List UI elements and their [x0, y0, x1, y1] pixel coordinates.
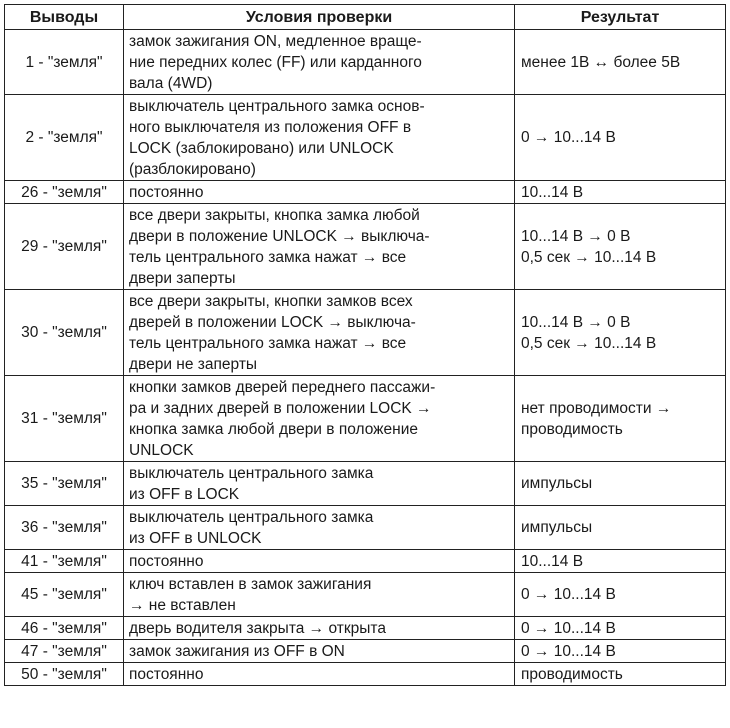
result-cell: [515, 506, 726, 550]
condition-cell: [124, 617, 515, 640]
condition-line: ра и задних дверей в положении LOCK →: [129, 399, 432, 417]
condition-cell: [124, 181, 515, 204]
condition-line: → не вставлен: [129, 596, 236, 614]
condition-cell: [124, 640, 515, 663]
condition-cell: [124, 204, 515, 290]
test-conditions-table: [4, 4, 726, 686]
table-row: [5, 617, 726, 640]
pin-cell: 46 - "земля": [5, 617, 124, 640]
pin-cell: 31 - "земля": [5, 376, 124, 462]
pin-cell: 30 - "земля": [5, 290, 124, 376]
condition-line: выключатель центрального замка основ-: [129, 97, 425, 115]
result-cell: [515, 290, 726, 376]
table-row: [5, 640, 726, 663]
pin-cell: 36 - "земля": [5, 506, 124, 550]
result-cell: [515, 462, 726, 506]
result-line: нет проводимости →: [521, 399, 672, 417]
table-row: [5, 204, 726, 290]
condition-line: замок зажигания ON, медленное враще-: [129, 32, 422, 50]
condition-cell: [124, 506, 515, 550]
header-row: [5, 5, 726, 30]
table-row: [5, 95, 726, 181]
condition-line: все двери закрыты, кнопки замков всех: [129, 292, 413, 310]
table-row: [5, 30, 726, 95]
condition-line: LOCK (заблокировано) или UNLOCK: [129, 139, 394, 157]
result-line: проводимость: [521, 420, 623, 438]
pin-cell: 1 - "земля": [5, 30, 124, 95]
result-cell: [515, 550, 726, 573]
condition-line: все двери закрыты, кнопка замка любой: [129, 206, 420, 224]
condition-cell: [124, 663, 515, 686]
condition-line: замок зажигания из OFF в ON: [129, 642, 345, 660]
pin-cell: 50 - "земля": [5, 663, 124, 686]
condition-cell: [124, 462, 515, 506]
condition-line: тель центрального замка нажат → все: [129, 334, 407, 352]
condition-line: дверь водителя закрыта → открыта: [129, 619, 386, 637]
header-result: Результат: [515, 5, 726, 30]
pin-cell: 41 - "земля": [5, 550, 124, 573]
condition-line: ние передних колес (FF) или карданного: [129, 53, 422, 71]
condition-cell: [124, 290, 515, 376]
result-line: 0 → 10...14 В: [521, 619, 616, 637]
table-row: [5, 462, 726, 506]
result-line: 10...14 В: [521, 552, 584, 570]
condition-line: кнопки замков дверей переднего пассажи-: [129, 378, 436, 396]
condition-cell: [124, 30, 515, 95]
condition-line: из OFF в UNLOCK: [129, 529, 262, 547]
result-cell: [515, 95, 726, 181]
table-body: [5, 30, 726, 686]
condition-line: выключатель центрального замка: [129, 464, 374, 482]
condition-line: двери заперты: [129, 269, 236, 287]
condition-line: ного выключателя из положения OFF в: [129, 118, 412, 136]
pin-cell: 35 - "земля": [5, 462, 124, 506]
result-cell: [515, 181, 726, 204]
condition-cell: [124, 376, 515, 462]
table-row: [5, 663, 726, 686]
result-cell: [515, 204, 726, 290]
condition-line: постоянно: [129, 183, 204, 201]
condition-line: (разблокировано): [129, 160, 256, 178]
condition-line: двери в положение UNLOCK → выключа-: [129, 227, 430, 245]
table-row: [5, 376, 726, 462]
result-line: 10...14 В → 0 В: [521, 313, 631, 331]
result-line: 0,5 сек → 10...14 В: [521, 248, 657, 266]
pin-cell: 47 - "земля": [5, 640, 124, 663]
table-row: [5, 506, 726, 550]
result-line: 0 → 10...14 В: [521, 586, 616, 603]
condition-cell: [124, 573, 515, 617]
table-row: [5, 181, 726, 204]
condition-line: из OFF в LOCK: [129, 485, 240, 503]
header-pins: Выводы: [5, 5, 124, 30]
result-line: 10...14 В: [521, 183, 584, 201]
result-cell: [515, 376, 726, 462]
result-cell: [515, 663, 726, 686]
result-line: 10...14 В → 0 В: [521, 227, 631, 245]
result-line: менее 1В ↔ более 5В: [521, 53, 681, 71]
header-conditions: Условия проверки: [124, 5, 515, 30]
condition-line: вала (4WD): [129, 74, 213, 92]
condition-line: постоянно: [129, 552, 204, 570]
result-line: 0,5 сек → 10...14 В: [521, 334, 657, 352]
result-line: 0 → 10...14 В: [521, 642, 616, 660]
condition-line: тель центрального замка нажат → все: [129, 248, 407, 266]
condition-line: выключатель центрального замка: [129, 508, 374, 526]
pin-cell: 29 - "земля": [5, 204, 124, 290]
condition-line: постоянно: [129, 665, 204, 683]
condition-line: двери не заперты: [129, 355, 258, 373]
result-cell: [515, 573, 726, 617]
result-cell: [515, 617, 726, 640]
result-cell: [515, 640, 726, 663]
condition-line: ключ вставлен в замок зажигания: [129, 575, 372, 593]
table-row: [5, 550, 726, 573]
condition-line: UNLOCK: [129, 441, 194, 459]
table-row: [5, 290, 726, 376]
condition-cell: [124, 550, 515, 573]
condition-cell: [124, 95, 515, 181]
table-row: [5, 573, 726, 617]
condition-line: дверей в положении LOCK → выключа-: [129, 313, 416, 331]
result-line: импульсы: [521, 475, 593, 492]
condition-line: кнопка замка любой двери в положение: [129, 420, 418, 438]
pin-cell: 26 - "земля": [5, 181, 124, 204]
result-line: 0 → 10...14 В: [521, 129, 616, 146]
result-line: проводимость: [521, 665, 623, 683]
pin-cell: 45 - "земля": [5, 573, 124, 617]
result-cell: [515, 30, 726, 95]
result-line: импульсы: [521, 519, 593, 536]
pin-cell: 2 - "земля": [5, 95, 124, 181]
